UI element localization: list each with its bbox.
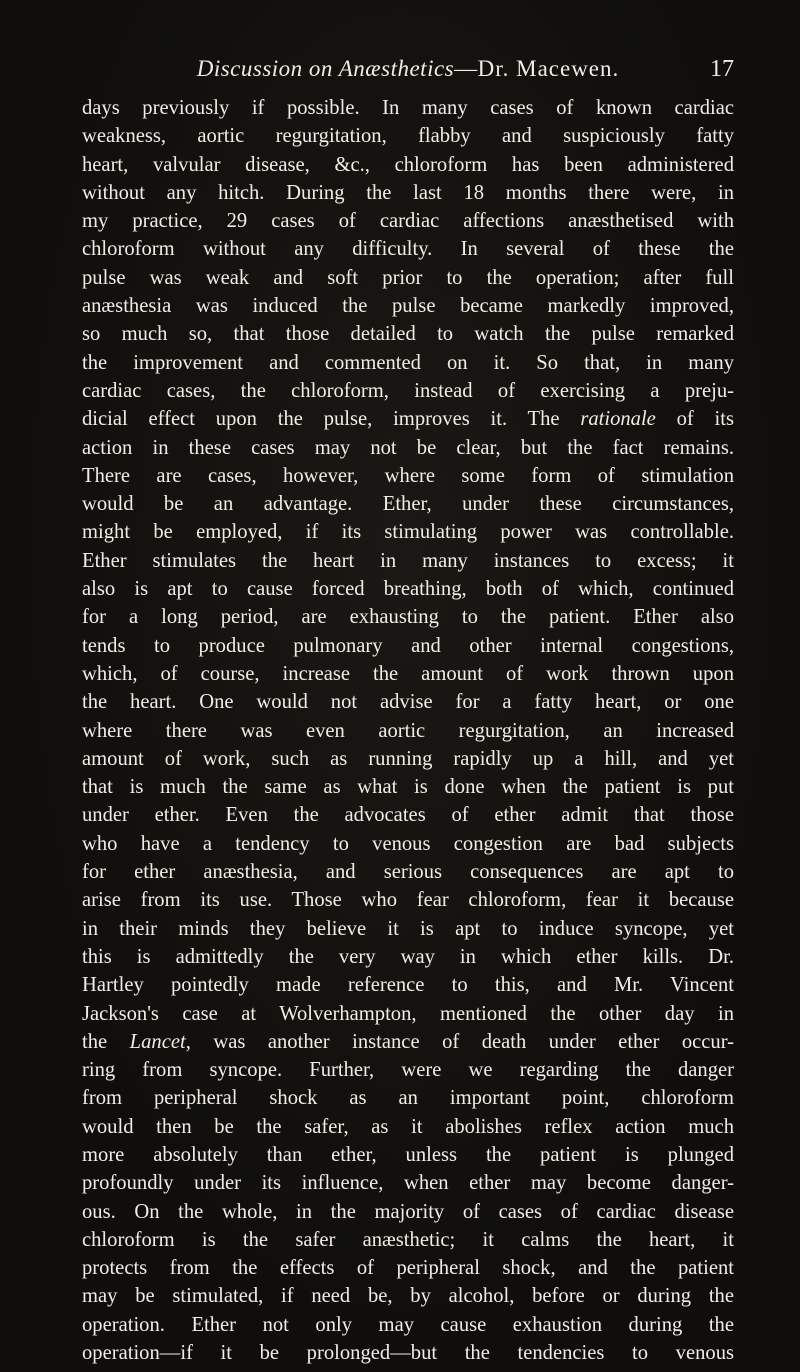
text-segment: days previously if possible. In many cases of known cardiac bbox=[82, 97, 734, 119]
text-segment: There are cases, however, where some form of stimulation bbox=[82, 464, 734, 487]
text-line bbox=[82, 1000, 734, 1028]
text-segment: where there was even aortic regurgitation, an increased bbox=[82, 719, 734, 742]
text-line bbox=[82, 1028, 734, 1056]
text-segment: would be an advantage. Ether, under these circumstances, bbox=[82, 493, 734, 516]
text-line bbox=[82, 1056, 734, 1084]
text-segment: operation. Ether not only may cause exhaustion during the bbox=[82, 1313, 734, 1336]
text-line bbox=[82, 971, 734, 999]
text-line bbox=[82, 858, 734, 886]
text-segment: pulse was weak and soft prior to the operation; after full bbox=[82, 266, 734, 289]
text-line bbox=[82, 349, 734, 377]
text-line bbox=[82, 745, 734, 773]
text-line bbox=[82, 1141, 734, 1169]
text-line bbox=[82, 943, 734, 971]
text-line bbox=[82, 207, 734, 235]
text-line bbox=[82, 264, 734, 292]
text-segment: may be stimulated, if need be, by alcohol, before or during the bbox=[82, 1285, 734, 1308]
text-segment: my practice, 29 cases of cardiac affections anæsthetised with bbox=[82, 210, 734, 233]
text-segment: the improvement and commented on it. So that, in many bbox=[82, 351, 734, 374]
text-segment: of its bbox=[655, 408, 734, 431]
text-segment: in their minds they believe it is apt to induce syncope, yet bbox=[82, 917, 734, 940]
text-segment: protects from the effects of peripheral shock, and the patient bbox=[82, 1257, 734, 1280]
text-line bbox=[82, 575, 734, 603]
text-line bbox=[82, 547, 734, 575]
text-line bbox=[82, 1198, 734, 1226]
text-line bbox=[82, 773, 734, 801]
text-line bbox=[82, 405, 734, 433]
text-segment: under ether. Even the advocates of ether admit that those bbox=[82, 804, 734, 827]
italic-text: rationale bbox=[580, 408, 656, 431]
text-segment: ous. On the whole, in the majority of cases of cardiac disease bbox=[82, 1200, 734, 1223]
text-segment: that is much the same as what is done when the patient is put bbox=[82, 776, 734, 799]
text-line bbox=[82, 660, 734, 688]
text-segment: the bbox=[82, 1030, 130, 1053]
text-segment: dicial effect upon the pulse, improves it. The bbox=[82, 408, 581, 431]
text-line bbox=[82, 688, 734, 716]
text-segment: without any hitch. During the last 18 months there were, in bbox=[82, 181, 734, 204]
text-line bbox=[82, 122, 734, 150]
text-segment: chloroform is the safer anæsthetic; it calms the heart, it bbox=[82, 1228, 734, 1251]
text-segment: amount of work, such as running rapidly up a hill, and yet bbox=[82, 747, 734, 770]
text-segment: more absolutely than ether, unless the patient is plunged bbox=[82, 1143, 734, 1166]
text-line bbox=[82, 434, 734, 462]
text-line bbox=[82, 717, 734, 745]
text-segment: also is apt to cause forced breathing, both of which, continued bbox=[82, 578, 734, 601]
text-line bbox=[82, 292, 734, 320]
text-segment: chloroform without any difficulty. In several of these the bbox=[82, 238, 734, 261]
text-segment: might be employed, if its stimulating power was controllable. bbox=[82, 521, 734, 544]
text-segment: weakness, aortic regurgitation, flabby and suspiciously fatty bbox=[82, 125, 734, 148]
text-line bbox=[82, 1339, 734, 1367]
text-line bbox=[82, 1113, 734, 1141]
italic-text: Lancet bbox=[129, 1030, 186, 1053]
page-number: 17 bbox=[710, 56, 734, 82]
text-line bbox=[82, 518, 734, 546]
text-line bbox=[82, 632, 734, 660]
text-segment: heart, valvular disease, &c., chloroform has been administered bbox=[82, 153, 734, 176]
text-line bbox=[82, 1226, 734, 1254]
text-segment: so much so, that those detailed to watch the pulse remarked bbox=[82, 323, 734, 346]
text-line bbox=[82, 1311, 734, 1339]
text-segment: Ether stimulates the heart in many instances to excess; it bbox=[82, 549, 734, 572]
text-segment: ring from syncope. Further, were we regarding the danger bbox=[82, 1059, 734, 1082]
text-line bbox=[82, 1084, 734, 1112]
text-segment: from peripheral shock as an important point, chloroform bbox=[82, 1087, 734, 1110]
text-segment: who have a tendency to venous congestion are bad subjects bbox=[82, 832, 734, 855]
text-line bbox=[82, 1254, 734, 1282]
text-segment: cardiac cases, the chloroform, instead of exercising a preju- bbox=[82, 379, 734, 402]
text-line bbox=[82, 915, 734, 943]
text-line bbox=[82, 320, 734, 348]
page-header bbox=[82, 56, 734, 90]
text-segment: for a long period, are exhausting to the patient. Ether also bbox=[82, 606, 734, 629]
text-segment: action in these cases may not be clear, but the fact remains. bbox=[82, 436, 734, 459]
text-segment: profoundly under its influence, when ether may become danger- bbox=[82, 1172, 734, 1195]
text-segment: this is admittedly the very way in which ether kills. Dr. bbox=[82, 945, 734, 968]
text-line bbox=[82, 151, 734, 179]
text-segment: the heart. One would not advise for a fatty heart, or one bbox=[82, 691, 734, 714]
running-head-separator: — bbox=[454, 56, 478, 81]
text-line bbox=[82, 462, 734, 490]
text-line bbox=[82, 830, 734, 858]
text-line bbox=[82, 94, 734, 122]
text-line bbox=[82, 490, 734, 518]
text-segment: for ether anæsthesia, and serious consequences are apt to bbox=[82, 861, 734, 884]
text-line bbox=[82, 1282, 734, 1310]
text-segment: Hartley pointedly made reference to this, and Mr. Vincent bbox=[82, 974, 734, 997]
text-line bbox=[82, 886, 734, 914]
text-segment: anæsthesia was induced the pulse became markedly improved, bbox=[82, 295, 734, 318]
running-head bbox=[122, 56, 694, 82]
running-head-title: Discussion on Anæsthetics bbox=[196, 56, 455, 81]
body-paragraph bbox=[82, 94, 734, 1367]
text-line bbox=[82, 179, 734, 207]
running-head-author: Dr. Macewen. bbox=[477, 56, 620, 81]
text-segment: Jackson's case at Wolverhampton, mentioned the other day in bbox=[82, 1002, 734, 1025]
text-segment: would then be the safer, as it abolishes reflex action much bbox=[82, 1115, 734, 1138]
text-segment: operation—if it be prolonged—but the tendencies to venous bbox=[82, 1342, 734, 1365]
text-line bbox=[82, 603, 734, 631]
text-line bbox=[82, 235, 734, 263]
text-line bbox=[82, 801, 734, 829]
text-line bbox=[82, 1169, 734, 1197]
text-segment: , was another instance of death under ether occur- bbox=[185, 1030, 735, 1053]
text-segment: arise from its use. Those who fear chloroform, fear it because bbox=[82, 889, 734, 912]
text-segment: tends to produce pulmonary and other internal congestions, bbox=[82, 634, 734, 657]
text-line bbox=[82, 377, 734, 405]
text-segment: which, of course, increase the amount of work thrown upon bbox=[82, 662, 734, 685]
